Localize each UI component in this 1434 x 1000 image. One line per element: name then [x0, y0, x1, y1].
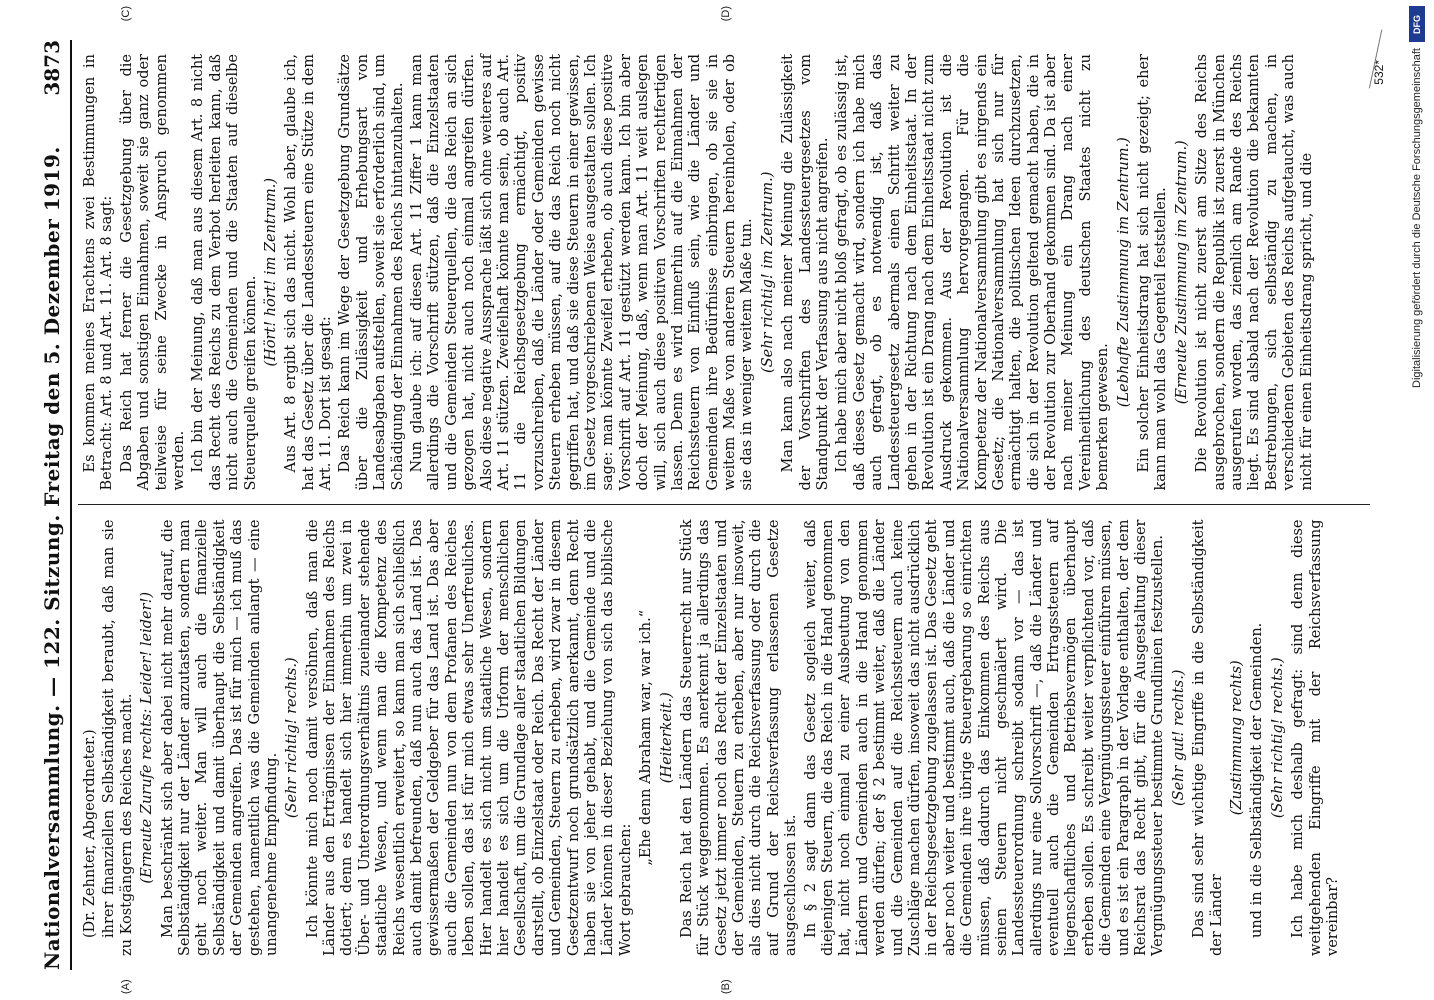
interjection: (Heiterkeit.)	[658, 692, 675, 784]
interjection: (Erneute Zustimmung im Zentrum.)	[1173, 140, 1190, 405]
paragraph: und in die Selbständigkeit der Gemeinden.	[1249, 622, 1266, 938]
dfg-logo-text: DFG	[1412, 14, 1422, 34]
speaker-label: (Dr. Zehnter, Abgeordneter.)	[82, 729, 98, 938]
margin-mark-a: (A)	[120, 979, 132, 994]
margin-mark-b: (B)	[720, 979, 732, 994]
interjection: (Sehr richtig! im Zentrum.)	[759, 171, 776, 373]
paragraph: Ich habe mich aber nicht bloß gefragt, ob es zulässig ist, daß dieses Gesetz gemacht wird, sondern ich habe mich auch gefragt, ob es notwendig ist, daß das Landessteuergesetz abermals einen Schritt weiter zu gehen in der Richtung nach dem Einheitsstaat. In der Revolution ist ein Drang nach dem Einheitsstaat nicht zum Ausdruck gekommen. Aus der Revolution ist die Nationalversammlung hervorgegangen. Für die Kompetenz der Nationalversammlung gibt es nirgends ein Gesetz; die Nationalversammlung hat sich nur für ermächtigt halten, die politischen Ideen durchzusetzen, die sich in der Revolution geltend gemacht haben, die in der Revolution zur Oberhand gekommen sind. Da ist aber nach meiner Meinung ein Drang nach einer Vereinheitlichung des deutschen Staates nicht zu bemerken gewesen.	[834, 54, 1112, 491]
left-column	[78, 506, 1370, 971]
interjection: (Sehr richtig! rechts.)	[1269, 657, 1286, 819]
paragraph: ihrer finanziellen Selbständigkeit beraubt, daß man sie zu Kostgängern des Reiches macht.	[101, 519, 135, 956]
paragraph: Ich habe mich deshalb gefragt: sind denn diese weitgehenden Eingriffe mit der Reichsverfassung vereinbar?	[1290, 519, 1341, 956]
paragraph: Man kann also nach meiner Meinung die Zulässigkeit der Vorschriften des Landessteuergesetzes vom Standpunkt der Verfassung aus nicht angreifen.	[780, 54, 832, 491]
paragraph: Die Revolution ist nicht zuerst am Sitze des Reichs ausgebrochen, sondern die Republik ist zuerst in München ausgerufen worden, das ziemlich am Rande des Reichs liegt. Es sind alsbald nach der Revolution die bekannten Bestrebungen, sich selbständig zu machen, in verschiedenen Gebieten des Reichs aufgetaucht, was auch nicht für einen Einheitsdrang spricht, und die	[1194, 54, 1315, 491]
paragraph: Ich könnte mich noch damit versöhnen, daß man die Länder aus den Erträgnissen der Einnahmen des Reichs dotiert; denn es handelt sich hier immerhin um zwei in Über- und Unterordnungsverhältnis zueinander stehende staatliche Wesen, und wenn man die Kompetenz des Reichs wesentlich erweitert, so kann man sich schließlich auch damit befreunden, daß nun auch das Land ist. Das gewissermaßen der Geldgeber für das Land ist. Das aber auch die Gemeinden nun von dem Profanen des Reiches leben sollen, das ist für mich etwas sehr Unerfreuliches. Hier handelt es sich nicht um staatliche Wesen, sondern hier handelt es sich um die Urform der menschlichen Gesellschaft, um die Grundlage aller staatlichen Bildungen darstellt, ob Einzelstaat oder Reich. Das Recht der Länder und Gemeinden, Steuern zu erheben, wird zwar in diesem Gesetzentwurf noch grundsätzlich anerkannt, denn Recht haben sie von jeher gehabt, und die Gemeinde und die Länder können in dieser Beziehung von sich das biblische Wort gebrauchen:	[304, 519, 634, 956]
interjection: (Erneute Zurufe rechts: Leider! leider!)	[139, 591, 156, 884]
page-header	[12, 40, 72, 970]
interjection: (Sehr gut! rechts.)	[1170, 669, 1187, 806]
dfg-logo-icon	[1409, 6, 1425, 42]
quoted-article: Das Reich hat ferner die Gesetzgebung über die Abgaben und sonstigen Einnahmen, soweit sie ganz oder teilweise für seine Zwecke in Anspruch genommen werden.	[118, 54, 187, 491]
quotation: „Ehe denn Abraham war, war ich.“	[638, 609, 655, 866]
text-columns	[78, 40, 1370, 970]
sheet-number: 532*	[1372, 60, 1386, 85]
paragraph: Ich bin der Meinung, daß man aus diesem Art. 8 nicht das Recht des Reichs zu dem Verbot herleiten kann, daß nicht auch die Gemeinden und die Staaten auf dieselbe Steuerquelle greifen können.	[190, 54, 259, 491]
paragraph: Man beschränkt sich aber dabei nicht mehr darauf, die Selbständigkeit nur der Länder anzutasten, sondern man geht noch weiter. Man will auch die finanzielle Selbständigkeit und damit überhaupt die Selbständigkeit der Gemeinden angreifen. Das ist für mich — ich muß das gestehen, namentlich was die Gemeinden anlangt — eine unangenehme Empfindung.	[159, 519, 280, 956]
page-title: Nationalversammlung. — 122. Sitzung. Freitag den 5. Dezember 1919.	[40, 146, 64, 970]
quoted-article: Das Reich kann im Wege der Gesetzgebung Grundsätze über die Zulässigkeit und Erhebungsart von Landesabgaben aufstellen, soweit sie erforderlich sind, um Schädigung der Einnahmen des Reichs hintanzuhalten.	[337, 54, 406, 491]
paragraph: Ein solcher Einheitsdrang hat sich nicht gezeigt; eher kann man wohl das Gegenteil feststellen.	[1136, 54, 1170, 491]
interjection: (Lebhafte Zustimmung im Zentrum.)	[1115, 137, 1132, 408]
digitization-sidebar	[1402, 0, 1432, 1000]
paragraph: Nun glaube ich: auf diesen Art. 11 Ziffer 1 kann man allerdings die Vorschrift stützen, daß die Einzelstaaten und die Gemeinden Steuerquellen, die das Reich an sich gezogen hat, nicht auch noch einmal angreifen dürfen. Also diese negative Aussprache läßt sich ohne weiteres auf Art. 11 stützen. Zweifelhaft könnte man sein, ob auch Art. 11 die Reichsgesetzgebung ermächtigt, positiv vorzuschreiben, daß die Länder oder Gemeinden gewisse Steuern erheben müssen, auf die das Reich noch nicht gegriffen hat, und daß sie diese Steuern in einer gewissen, im Gesetz vorgeschriebenen Weise ausgestalten sollen. Ich sage: man könnte Zweifel erheben, ob auch diese positive Vorschrift auf Art. 11 gestützt werden kann. Ich bin aber doch der Meinung, daß, wenn man Art. 11 weit auslegen will, sich auch diese positiven Vorschriften rechtfertigen lassen. Denn es wird immerhin auf die Einnahmen der Reichssteuern von Einfluß sein, wie die Länder und Gemeinden ihre Bedürfnisse einbringen, ob sie sie in weitem Maße von anderen Steuern hereinholen, oder ob sie das in weniger weitem Maße tun.	[409, 54, 756, 491]
paragraph: Es kommen meines Erachtens zwei Bestimmungen in Betracht: Art. 8 und Art. 11. Art. 8 sagt:	[82, 54, 116, 491]
margin-mark-d: (D)	[720, 6, 732, 22]
paragraph: Aus Art. 8 ergibt sich das nicht. Wohl aber, glaube ich, hat das Gesetz über die Landessteuern eine Stütze in dem Art. 11. Dort ist gesagt:	[283, 54, 335, 491]
margin-mark-c: (C)	[120, 6, 132, 22]
interjection: (Sehr richtig! rechts.)	[284, 657, 301, 819]
interjection: (Hört! hört! im Zentrum.)	[262, 177, 279, 367]
right-column	[78, 40, 1370, 506]
interjection: (Zustimmung rechts)	[1229, 660, 1245, 816]
digitization-note: Digitalisierung gefördert durch die Deutsche Forschungsgemeinschaft	[1411, 48, 1423, 388]
page-number: 3873	[40, 40, 64, 96]
paragraph: Das Reich hat den Ländern das Steuerrecht nur Stück für Stück weggenommen. Es anerkennt ja allerdings das Gesetz jetzt immer noch das Recht der Einzelstaaten und der Gemeinden, Steuern zu erheben, aber nur insoweit, als dies nicht durch die Reichsverfassung oder durch die auf Grund der Reichsverfassung erlassenen Gesetze ausgeschlossen ist.	[678, 519, 800, 956]
paragraph: Das sind sehr wichtige Eingriffe in die Selbständigkeit der Länder	[1191, 519, 1225, 956]
paragraph: In § 2 sagt dann das Gesetz sogleich weiter, daß diejenigen Steuern, die das Reich in die Hand genommen hat, nicht noch einmal zu einer Ausbeutung von den Ländern und Gemeinden auch in die Hand genommen werden dürfen; der § 2 bestimmt weiter, daß die Länder und die Gemeinden auf die Reichssteuern auch keine Zuschläge machen dürfen, insoweit das nicht ausdrücklich in der Reichsgesetzgebung zugelassen ist. Das Gesetz geht aber noch weiter und bestimmt auch, daß die Länder und die Gemeinden ihre übrige Steuergebarung so einrichten müssen, daß dadurch das Einkommen des Reichs aus seinen Steuern nicht geschmälert wird. Die Landessteuerordnung schreibt sodann vor — das ist allerdings nur eine Sollvorschrift —, daß die Länder und eventuell auch die Gemeinden Ertragssteuern auf liegenschaftliches und Betriebsvermögen überhaupt erheben sollen. Es schreibt weiter verpflichtend vor, daß die Gemeinden eine Vergnügungssteuer einführen müssen, und es ist ein Paragraph in der Vorlage enthalten, der dem Reichsrat das Recht gibt, für die Ausgestaltung dieser Vergnügungssteuer bestimmte Grundlinien festzustellen.	[802, 519, 1167, 956]
